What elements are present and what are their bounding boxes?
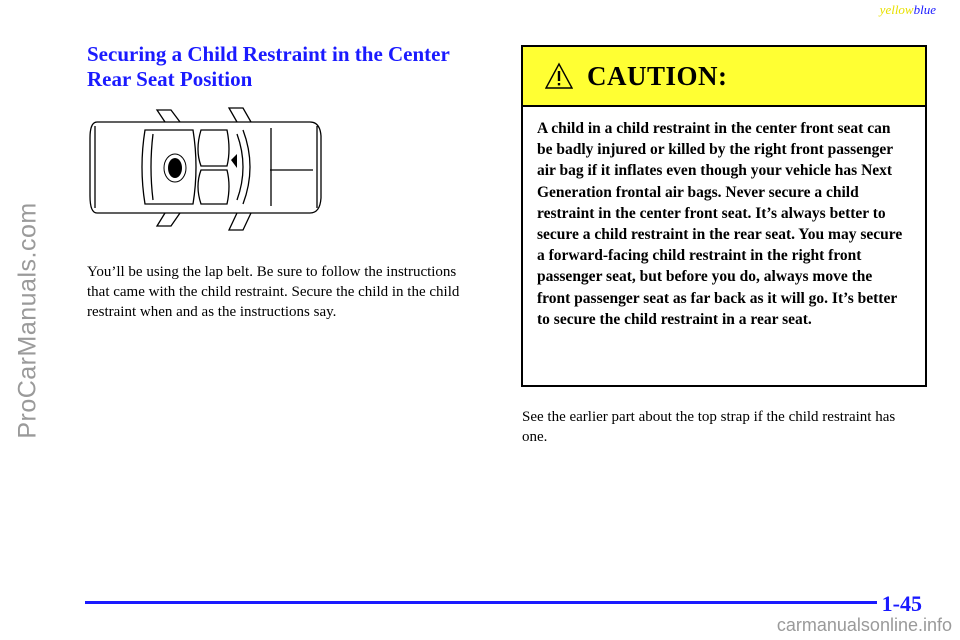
caution-header: [523, 47, 925, 107]
car-top-view-diagram: [85, 100, 335, 240]
footer-watermark: carmanualsonline.info: [776, 615, 952, 635]
page-number: 1-45: [881, 591, 922, 616]
section-title: Securing a Child Restraint in the Center Rear Seat Position: [87, 42, 450, 91]
color-tag-blue: blue: [913, 2, 936, 17]
caution-label: CAUTION:: [587, 60, 728, 91]
print-color-tag: [880, 2, 936, 18]
side-watermark: [0, 0, 58, 640]
warning-triangle-icon: [545, 62, 573, 90]
top-strap-note: See the earlier part about the top strap if the child restraint has one.: [522, 409, 896, 445]
caution-box: [521, 45, 927, 387]
side-watermark-text: ProCarManuals.com: [13, 201, 42, 439]
child-restraint-marker: [168, 158, 182, 178]
lap-belt-instructions: You’ll be using the lap belt. Be sure to follow the instructions that came with the child restraint. Secure the child in the child restraint when and as the instructions say.: [87, 264, 460, 320]
color-tag-yellow: yellow: [879, 2, 914, 17]
footer-rule: [85, 601, 877, 604]
caution-text: A child in a child restraint in the center front seat can be badly injured or killed by the right front passenger air bag if it inflates even though your vehicle has Next Generation frontal air bags. Never secure a child restraint in the center front seat. It’s always better to secure a child restraint in the rear seat. You may secure a forward-facing child restraint in the right front passenger seat, but before you do, always move the front passenger seat as far back as it will go. It’s better to secure the child restraint in a rear seat.: [537, 120, 903, 328]
